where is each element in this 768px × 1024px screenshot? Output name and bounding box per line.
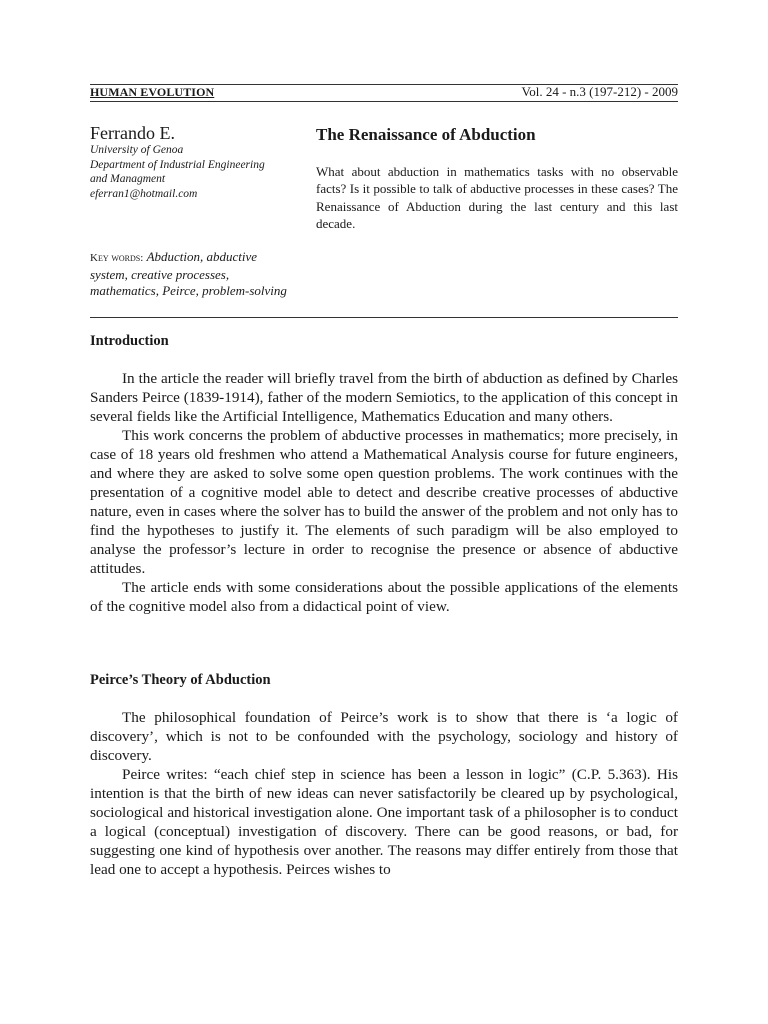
affiliation-department: Department of Industrial Engineering xyxy=(90,158,265,171)
paragraph: This work concerns the problem of abductive processes in mathematics; more precisely, in case of 18 years old freshmen who attend a Mathematical Analysis course for future engineers, and where they are asked to solve some open question problems. The work continues with the presentation of a cognitive model able to detect and describe creative processes of abductive nature, even in cases where the solver has to build the answer of the problem and not only has to find the hypotheses to justify it. The elements of such paradigm will be also employed to analyse the professor’s lecture in order to recognise the presence or absence of abductive attitudes. xyxy=(90,427,678,577)
paragraph: Peirce writes: “each chief step in science has been a lesson in logic” (C.P. 5.363). His intention is that the birth of new ideas can never satisfactorily be cleared up by psychological, sociological and historical investigation alone. One important task of a philosopher is to conduct a logical (conceptual) investigation of discovery. There can be good reasons, or bad, for suggesting one kind of hypothesis over another. The reasons may differ entirely from those that lead one to accept a hypothesis. Peirces wishes to xyxy=(90,766,678,878)
paper-page xyxy=(90,0,678,1024)
paragraph: The philosophical foundation of Peirce’s work is to show that there is ‘a logic of discovery’, which is not to be confounded with the psychology, sociology and history of discovery. xyxy=(90,709,678,764)
paragraph: In the article the reader will briefly travel from the birth of abduction as defined by Charles Sanders Peirce (1839-1914), father of the modern Semiotics, to the application of this concept in several fields like the Artificial Intelligence, Mathematics Education and many others. xyxy=(90,370,678,425)
keywords-block xyxy=(90,249,295,300)
header-bottom-rule xyxy=(90,101,678,102)
affiliation-department-cont: and Managment xyxy=(90,173,166,186)
author-affiliation xyxy=(90,143,295,201)
section-heading-peirce-theory: Peirce’s Theory of Abduction xyxy=(90,672,271,688)
paragraph: The article ends with some considerations about the possible applications of the elements of the cognitive model also from a didactical point of view. xyxy=(90,579,678,615)
keywords-label: Key words: xyxy=(90,252,144,264)
running-header xyxy=(90,84,678,101)
keywords-text: Abduction, abductive system, creative processes, mathematics, Peirce, problem-solving xyxy=(90,249,287,298)
section-body-peirce-theory xyxy=(90,708,678,879)
affiliation-university: University of Genoa xyxy=(90,144,184,156)
article-title: The Renaissance of Abduction xyxy=(316,125,536,144)
journal-name: HUMAN EVOLUTION xyxy=(90,85,215,99)
section-body-introduction xyxy=(90,369,678,616)
author-email: eferran1@hotmail.com xyxy=(90,187,198,200)
section-separator-rule xyxy=(90,317,678,318)
section-heading-introduction: Introduction xyxy=(90,333,169,349)
volume-info: Vol. 24 - n.3 (197-212) - 2009 xyxy=(521,84,678,99)
author-name: Ferrando E. xyxy=(90,123,175,143)
article-abstract: What about abduction in mathematics tasks with no observable facts? Is it possible to talk of abductive processes in these cases? The Renaissance of Abduction during the last century and this last decade. xyxy=(316,164,678,231)
